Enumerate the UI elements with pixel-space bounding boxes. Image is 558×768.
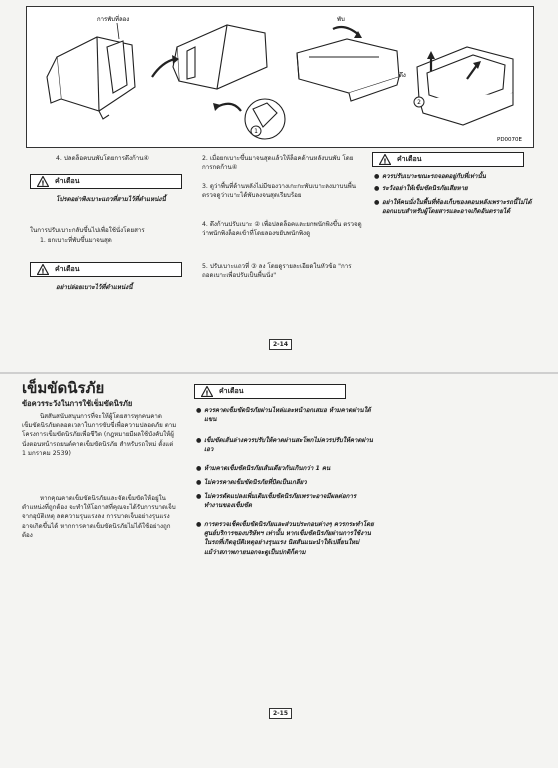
fold-label-2: พับ <box>337 16 345 23</box>
intro-paragraph: นิสสันสนับสนุนการที่จะให้ผู้โดยสารทุกคนคาดเข็มขัดนิรภัยตลอดเวลาในการขับขี่เพื่อความปลอดภัย ตามโครงการเข็มขัดนิรภัยเพื่อชีวิต (กฎหมายมีผลใช้บังคับให้ผู้นั่งตอนหน้ารถยนต์คาดเข็มขัดนิรภัย สำหรับรถใหม่ ตั้งแต่ 1 มกราคม 2539) <box>22 413 177 457</box>
warning-text-2: อย่าปล่อยเบาะไว้ที่ตำแหน่งนี้ <box>56 284 133 291</box>
mid-step-3: 3. ดูว่าพื้นที่ด้านหลังไม่มีของวางเกะกะพับเบาะลงมาบนพื้น ตรวจดูว่าเบาะได้พับลงจนสุดเรียบร้อย <box>202 183 356 200</box>
return-intro: ในการปรับเบาะกลับขึ้นไปเพื่อใช้นั่งโดยสาร <box>30 227 145 234</box>
mid-step-4: 4. ดึงก้านปรับเบาะ ② เพื่อปลดล็อคและยกพนักพิงขึ้น ตรวจดูว่าพนักพิงล็อคเข้าที่โดยลองขยับพนักพิงดู <box>202 221 362 238</box>
svg-text:!: ! <box>205 389 209 397</box>
seat-drawing <box>27 7 533 147</box>
warning-triangle-icon <box>37 264 49 275</box>
mid-step-5: 5. ปรับเบาะแถวที่ ③ ลง โดยดูรายละเอียดในหัวข้อ "การถอดเบาะเพื่อปรับเป็นพื้นนั่ง" <box>202 263 352 280</box>
svg-text:!: ! <box>41 267 45 275</box>
warning-text-1: โปรดอย่าพิงเบาะแถวที่สามไว้ที่ตำแหน่งนี้ <box>56 196 166 203</box>
circle-1-label: 1 <box>254 128 258 135</box>
figure-code: PD0070E <box>497 137 523 143</box>
mid-step-2: 2. เมื่อยกเบาะขึ้นมาจนสุดแล้วให้ล็อคด้านหลังบนพับ โดยการกดก้าน④ <box>202 155 354 172</box>
section-subtitle: ข้อควรระวังในการใช้เข็มขัดนิรภัย <box>22 399 133 408</box>
warning3-bullet-2: ● ระวังอย่าให้เข็มขัดนิรภัยเสียหาย <box>374 185 468 192</box>
return-step-1: 1. ยกเบาะที่พับขึ้นมาจนสุด <box>40 237 112 244</box>
warning-box-2 <box>30 262 182 277</box>
page-number-upper: 2-14 <box>269 339 292 350</box>
warning-box-3 <box>372 152 524 167</box>
seatbelt-bullet-6: ● การตรวจเช็คเข็มขัดนิรภัยและส่วนประกอบต่างๆ ควรกระทำโดยศูนย์บริการของบริษัทฯ เท่านั้น หากเข็มขัดนิรภัยผ่านการใช้งานในรถที่เกิดอุบัติเหตุอย่างรุนแรง นิสสันแนะนำให้เปลี่ยนใหม่ แม้ว่าสภาพภายนอกจะดูเป็นปกติก็ตาม <box>196 521 374 556</box>
circle-2-label: 2 <box>417 99 421 106</box>
seatbelt-bullet-2: ● เข็มขัดเส้นล่างควรปรับให้คาดผ่านสะโพกไม่ควรปรับให้คาดผ่านเอว <box>196 437 373 454</box>
fold-label: การพับที่ลอง <box>97 16 130 23</box>
warning-triangle-icon <box>379 154 391 165</box>
seatbelt-warning-title: คำเตือน <box>219 387 244 395</box>
usage-paragraph: หากคุณคาดเข็มขัดนิรภัยและจัดเข็มขัดให้อยู่ในตำแหน่งที่ถูกต้อง จะทำให้โอกาสที่คุณจะได้รับการบาดเจ็บจากอุบัติเหตุ ลดความรุนแรงลง การบาดเจ็บอย่างรุนแรงอาจเกิดขึ้นได้ หากการคาดเข็มขัดนิรภัยไม่ได้ใช้อย่างถูกต้อง <box>22 495 176 539</box>
seatbelt-warning-box <box>194 384 346 399</box>
svg-text:!: ! <box>41 179 45 187</box>
warning-triangle-icon <box>37 176 49 187</box>
warning3-bullet-1: ● ควรปรับเบาะขณะรถจอดอยู่กับที่เท่านั้น <box>374 173 486 180</box>
page-divider <box>0 372 558 374</box>
step-4: 4. ปลดล็อคบนพับโดยการดึงก้าน④ <box>56 155 149 162</box>
seatbelt-bullet-3: ● ห้ามคาดเข็มขัดนิรภัยเส้นเดียวกันเกินกว่า 1 คน <box>196 465 331 472</box>
seatbelt-bullet-4: ● ไม่ควรคาดเข็มขัดนิรภัยที่บิดเป็นเกลียว <box>196 479 307 486</box>
pull-label: ดึง <box>399 72 406 79</box>
section-title: เข็มขัดนิรภัย <box>22 379 105 397</box>
seatbelt-bullet-1: ● ควรคาดเข็มขัดนิรภัยผ่านไหล่และหน้าอกเสมอ ห้ามคาดผ่านใต้แขน <box>196 407 371 424</box>
seat-illustration <box>26 6 534 148</box>
warning-title-3: คำเตือน <box>397 155 422 163</box>
warning-title-2: คำเตือน <box>55 265 80 273</box>
warning3-bullet-3: ● อย่าให้คนนั่งในพื้นที่ท้องเก็บของตอนหลังเพราะรถนี้ไม่ได้ออกแบบสำหรับผู้โดยสารและอาจเกิดอันตรายได้ <box>374 199 532 216</box>
seatbelt-bullet-5: ● ไม่ควรดัดแปลงเพิ่มเติมเข็มขัดนิรภัยเพราะอาจมีผลต่อการทำงานของเข็มขัด <box>196 493 357 510</box>
page-number-lower: 2-15 <box>269 708 292 719</box>
warning-title-1: คำเตือน <box>55 177 80 185</box>
svg-text:!: ! <box>383 157 387 165</box>
warning-triangle-icon <box>201 386 213 397</box>
warning-box-1 <box>30 174 182 189</box>
